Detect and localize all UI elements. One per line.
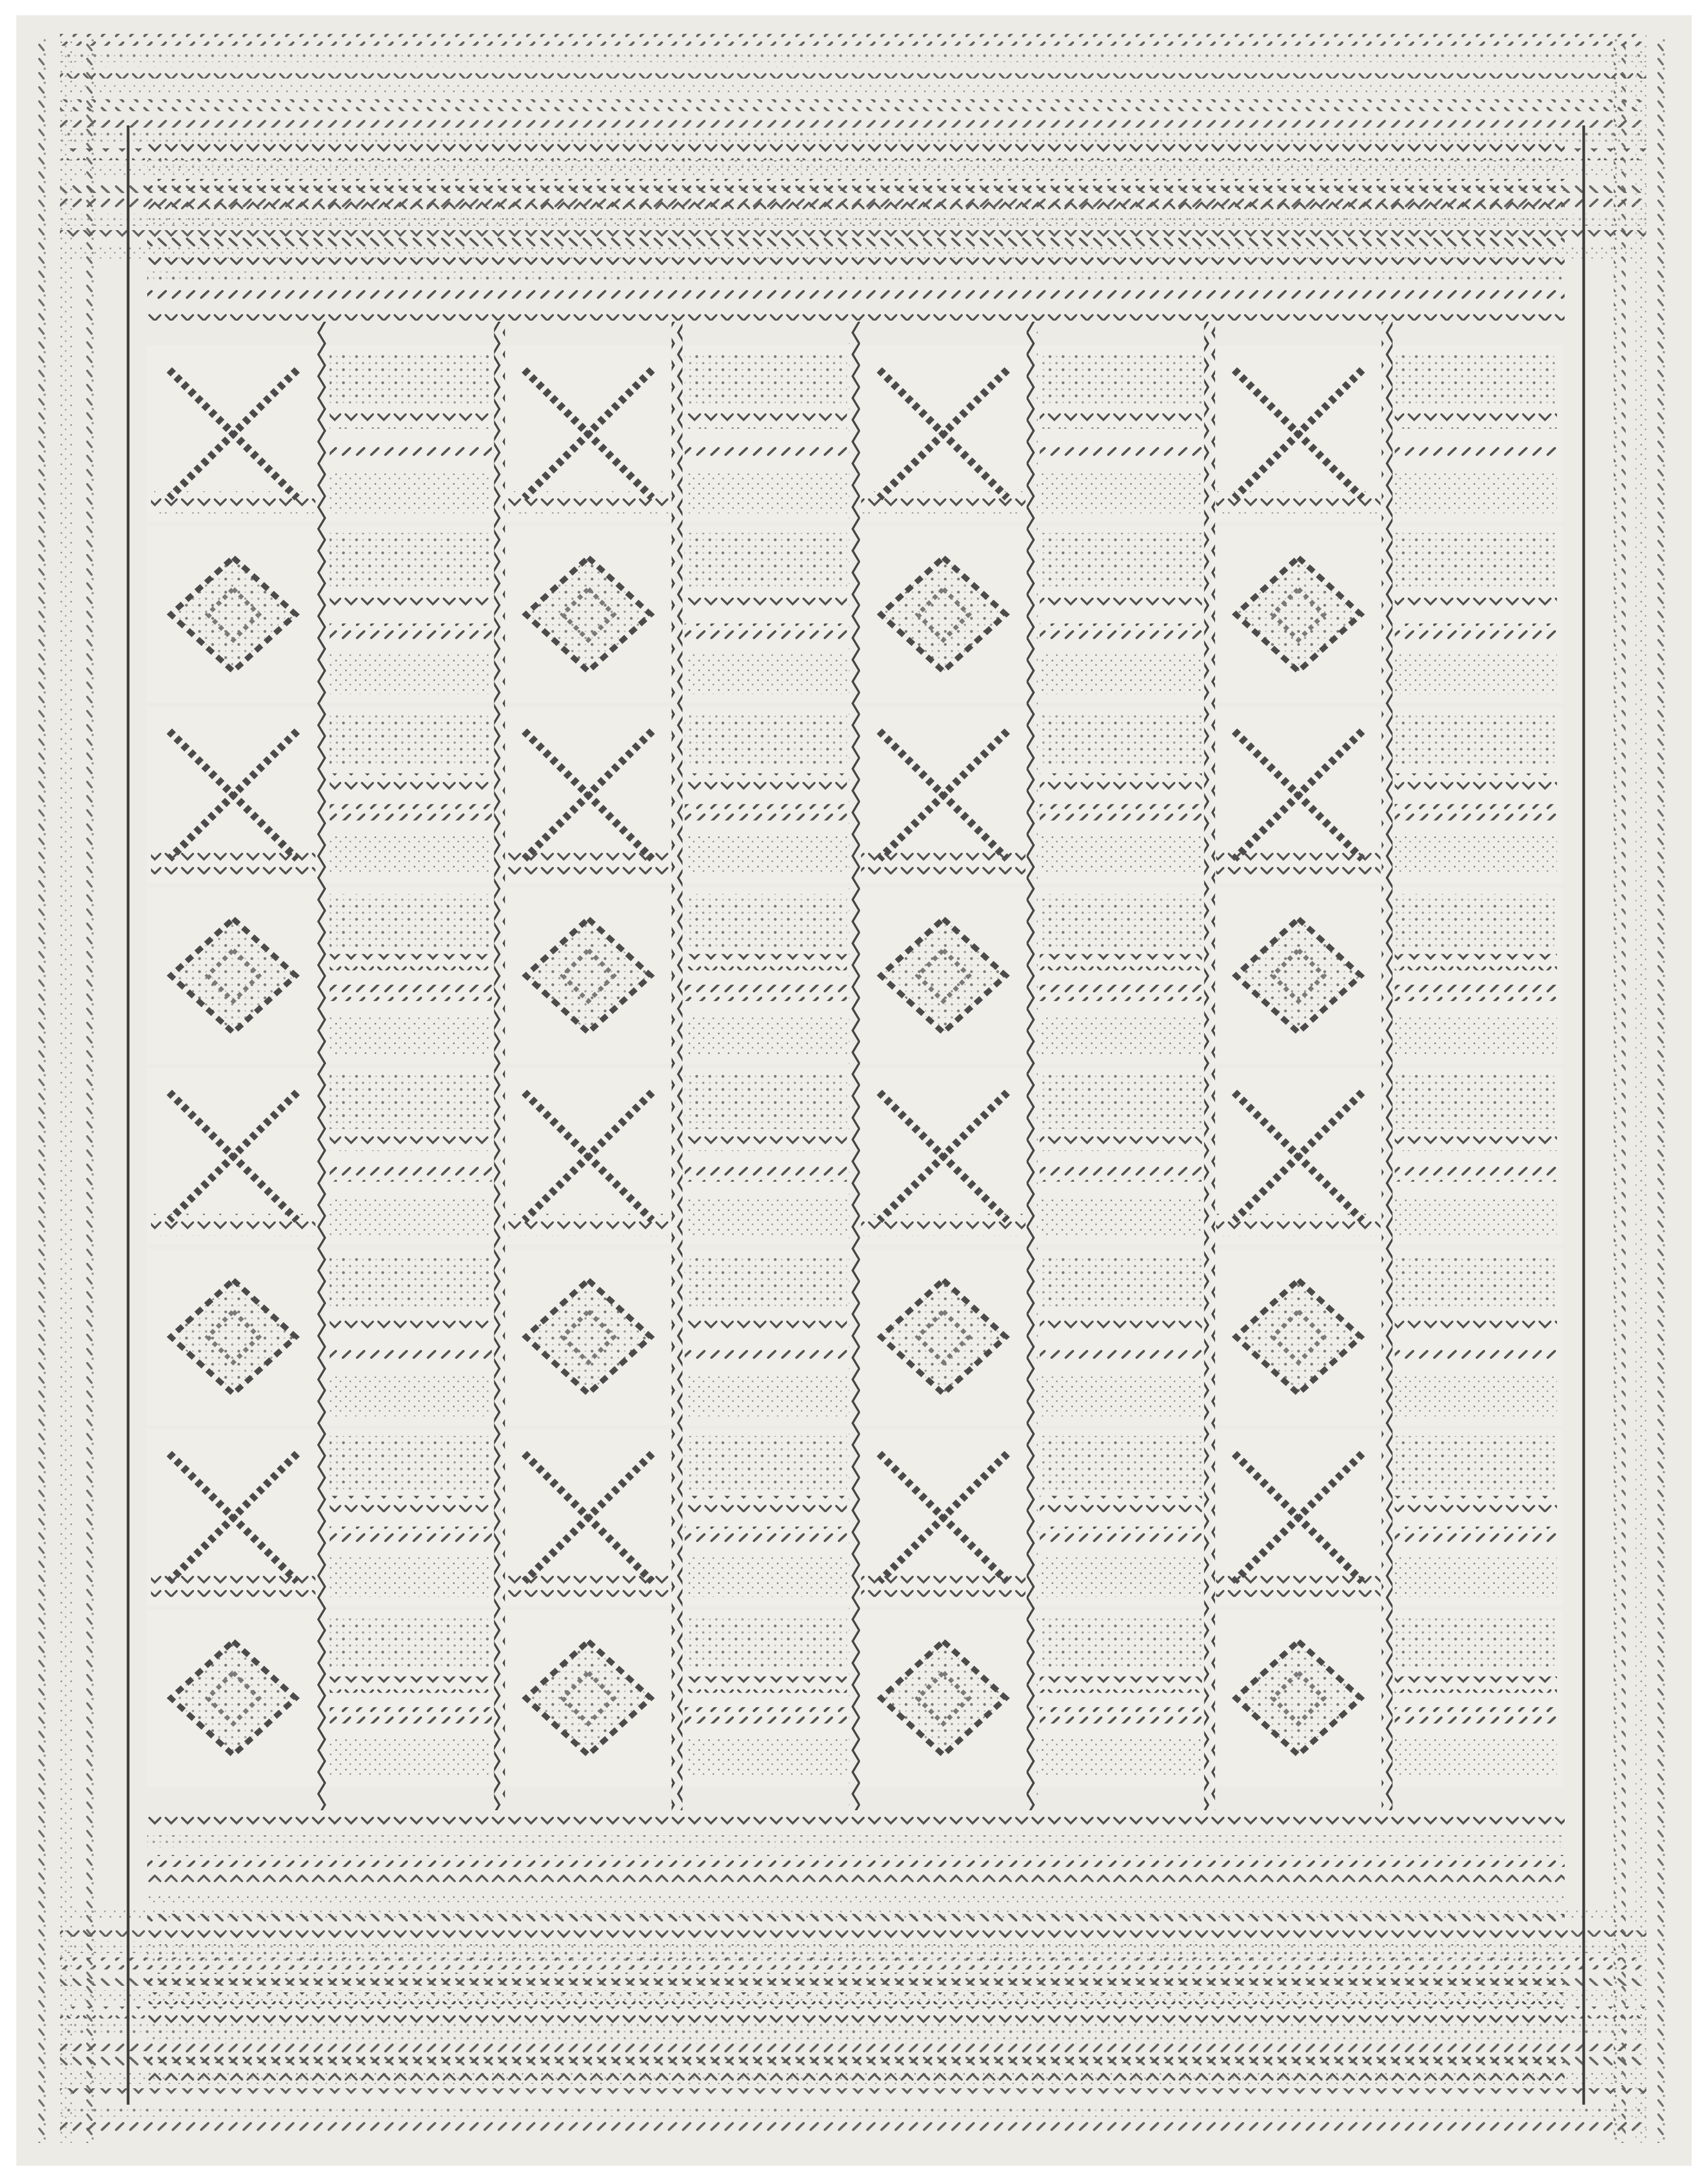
panel-dash-row [1395, 804, 1557, 821]
panel-dash-row [330, 1527, 492, 1543]
panel-speck-fill [330, 1557, 492, 1597]
panel-dot-fill [1040, 533, 1202, 587]
panel-dash-row [685, 1165, 847, 1182]
panel-dash-row [330, 1165, 492, 1182]
panel-chevron-row [685, 1496, 847, 1512]
column-divider [1027, 322, 1037, 1810]
panel-chevron-row [151, 491, 316, 513]
panel-dot-fill [1040, 1255, 1202, 1309]
footer-band [147, 2012, 1565, 2024]
panel-dot-fill [685, 1255, 847, 1309]
panel-dash-row [1395, 985, 1557, 1001]
panel-dash-row [1395, 623, 1557, 640]
column-divider [317, 322, 328, 1810]
footer-band [147, 1953, 1565, 1965]
panel-speck-fill [1395, 1738, 1557, 1778]
panel-chevron-row [1040, 593, 1202, 609]
footer-band [147, 2032, 1565, 2044]
panel-speck-fill [685, 1377, 847, 1417]
column-divider [672, 322, 683, 1810]
column-divider [849, 322, 860, 1810]
panel-chevron-row [151, 1575, 316, 1597]
panel-dot-fill [1395, 1617, 1557, 1671]
header-band [147, 272, 1565, 284]
panel-speck-fill [330, 474, 492, 514]
panel-chevron-row [861, 853, 1026, 875]
panel-dot-fill [1040, 1617, 1202, 1671]
panel-speck-fill [1040, 474, 1202, 514]
header-band [147, 142, 1565, 154]
header-band [147, 234, 1565, 246]
panel-chevron-row [330, 1135, 492, 1151]
panel-chevron-row [1040, 1315, 1202, 1332]
top-border-band [60, 99, 1646, 111]
panel-speck-fill [685, 1196, 847, 1236]
panel-chevron-row [1040, 954, 1202, 971]
panel-speck-fill [1040, 1196, 1202, 1236]
panel-dash-row [1395, 1346, 1557, 1362]
column-divider [1204, 322, 1215, 1810]
panel-speck-fill [1040, 1557, 1202, 1597]
panel-chevron-row [861, 1214, 1026, 1236]
panel-dash-row [685, 1346, 847, 1362]
panel-speck-fill [685, 654, 847, 694]
panel-dash-row [685, 1527, 847, 1543]
panel-dash-row [1040, 985, 1202, 1001]
panel-dash-row [330, 623, 492, 640]
panel-dash-row [330, 1346, 492, 1362]
panel-dash-row [685, 985, 847, 1001]
panel-dash-row [1395, 1707, 1557, 1724]
panel-chevron-row [330, 412, 492, 429]
panel-chevron-row [1395, 1135, 1557, 1151]
panel-chevron-row [1395, 1315, 1557, 1332]
panel-dash-row [1040, 1165, 1202, 1182]
panel-dot-fill [1040, 894, 1202, 948]
header-band [147, 216, 1565, 228]
panel-speck-fill [330, 654, 492, 694]
column-divider [494, 322, 505, 1810]
bottom-border-band [60, 2088, 1646, 2100]
panel-speck-fill [1395, 1015, 1557, 1055]
panel-dash-row [685, 804, 847, 821]
footer-band [147, 1894, 1565, 1906]
panel-dash-row [330, 985, 492, 1001]
footer-band [147, 1855, 1565, 1867]
panel-dot-fill [330, 533, 492, 587]
panel-speck-fill [330, 1196, 492, 1236]
panel-dot-fill [1395, 352, 1557, 406]
panel-speck-fill [685, 835, 847, 875]
top-border-band [60, 83, 1646, 95]
panel-dot-fill [1395, 1255, 1557, 1309]
panel-speck-fill [1395, 835, 1557, 875]
panel-chevron-row [1040, 412, 1202, 429]
panel-speck-fill [1040, 835, 1202, 875]
footer-band [147, 1933, 1565, 1945]
panel-chevron-row [1040, 1135, 1202, 1151]
panel-dot-fill [685, 352, 847, 406]
panel-speck-fill [330, 1015, 492, 1055]
panel-dot-fill [1395, 1075, 1557, 1129]
panel-dot-fill [685, 1075, 847, 1129]
panel-dot-fill [1395, 714, 1557, 768]
footer-band [147, 1816, 1565, 1828]
panel-chevron-row [685, 1315, 847, 1332]
panel-speck-fill [330, 1377, 492, 1417]
panel-dash-row [1040, 443, 1202, 459]
footer-band [147, 1992, 1565, 2004]
top-border-band [60, 116, 1646, 128]
panel-chevron-row [1395, 1496, 1557, 1512]
panel-dash-row [1040, 623, 1202, 640]
panel-chevron-row [1395, 593, 1557, 609]
panel-dot-fill [685, 533, 847, 587]
panel-dash-row [1395, 1165, 1557, 1182]
panel-dot-fill [330, 1255, 492, 1309]
panel-chevron-row [1040, 1677, 1202, 1693]
panel-chevron-row [1040, 773, 1202, 790]
panel-dot-fill [1040, 1436, 1202, 1490]
panel-chevron-row [506, 491, 671, 513]
panel-chevron-row [1395, 412, 1557, 429]
panel-dash-row [1040, 1527, 1202, 1543]
panel-speck-fill [330, 1738, 492, 1778]
footer-band [147, 2071, 1565, 2083]
footer-band [147, 2051, 1565, 2063]
panel-chevron-row [685, 1677, 847, 1693]
panel-chevron-row [330, 773, 492, 790]
panel-speck-fill [1395, 654, 1557, 694]
panel-dot-fill [685, 1617, 847, 1671]
panel-chevron-row [506, 1575, 671, 1597]
panel-dot-fill [1395, 894, 1557, 948]
header-band [147, 197, 1565, 209]
bottom-border-band [60, 2105, 1646, 2117]
panel-chevron-row [685, 773, 847, 790]
bottom-border-band [60, 2121, 1646, 2133]
panel-chevron-row [1216, 853, 1381, 875]
panel-dot-fill [330, 714, 492, 768]
header-band [147, 290, 1565, 302]
panel-chevron-row [685, 1135, 847, 1151]
panel-chevron-row [506, 853, 671, 875]
top-border-band [60, 34, 1646, 46]
top-border-band [60, 67, 1646, 79]
panel-speck-fill [1040, 1377, 1202, 1417]
panel-dot-fill [685, 714, 847, 768]
panel-dot-fill [1040, 714, 1202, 768]
panel-dot-fill [1040, 352, 1202, 406]
panel-dot-fill [685, 1436, 847, 1490]
left-border-strip [82, 38, 94, 2143]
rug [16, 15, 1692, 2166]
panel-chevron-row [685, 954, 847, 971]
panel-chevron-row [1395, 1677, 1557, 1693]
panel-chevron-row [1216, 1214, 1381, 1236]
panel-speck-fill [1040, 1015, 1202, 1055]
panel-dash-row [685, 623, 847, 640]
panel-speck-fill [1395, 1557, 1557, 1597]
panel-chevron-row [1216, 1575, 1381, 1597]
panel-chevron-row [685, 593, 847, 609]
panel-speck-fill [1395, 1377, 1557, 1417]
panel-chevron-row [1395, 954, 1557, 971]
footer-band [147, 1973, 1565, 1985]
panel-dash-row [1040, 1707, 1202, 1724]
footer-band [147, 1914, 1565, 1926]
panel-chevron-row [1216, 491, 1381, 513]
panel-chevron-row [330, 593, 492, 609]
right-border-strip [1635, 38, 1647, 2143]
right-border-strip [1614, 38, 1626, 2143]
panel-chevron-row [685, 412, 847, 429]
header-band [147, 160, 1565, 172]
panel-dot-fill [330, 1436, 492, 1490]
panel-chevron-row [1395, 773, 1557, 790]
panel-dot-fill [1395, 533, 1557, 587]
panel-chevron-row [861, 491, 1026, 513]
panel-speck-fill [1040, 654, 1202, 694]
panel-chevron-row [151, 853, 316, 875]
panel-chevron-row [861, 1575, 1026, 1597]
column-divider [1381, 322, 1392, 1810]
panel-dot-fill [330, 894, 492, 948]
left-border-strip [38, 38, 50, 2143]
panel-dash-row [1040, 804, 1202, 821]
panel-chevron-row [330, 1496, 492, 1512]
panel-dash-row [1395, 443, 1557, 459]
header-band [147, 253, 1565, 265]
panel-dash-row [1040, 1346, 1202, 1362]
panel-dash-row [330, 1707, 492, 1724]
header-band [147, 179, 1565, 191]
panel-dash-row [330, 804, 492, 821]
panel-dot-fill [1040, 1075, 1202, 1129]
panel-chevron-row [506, 1214, 671, 1236]
header-band [147, 309, 1565, 321]
panel-chevron-row [151, 1214, 316, 1236]
panel-dot-fill [330, 1617, 492, 1671]
panel-speck-fill [685, 1738, 847, 1778]
right-border-strip [1657, 38, 1669, 2143]
panel-speck-fill [1040, 1738, 1202, 1778]
top-border-band [60, 50, 1646, 62]
panel-chevron-row [1040, 1496, 1202, 1512]
panel-dash-row [1395, 1527, 1557, 1543]
panel-dash-row [685, 443, 847, 459]
left-border-strip [60, 38, 72, 2143]
footer-band [147, 1835, 1565, 1847]
panel-dot-fill [330, 1075, 492, 1129]
panel-speck-fill [685, 1557, 847, 1597]
footer-band [147, 1875, 1565, 1887]
panel-speck-fill [1395, 474, 1557, 514]
panel-dot-fill [330, 352, 492, 406]
panel-dot-fill [685, 894, 847, 948]
panel-chevron-row [330, 1315, 492, 1332]
panel-dash-row [330, 443, 492, 459]
panel-speck-fill [1395, 1196, 1557, 1236]
panel-speck-fill [685, 474, 847, 514]
panel-dot-fill [1395, 1436, 1557, 1490]
panel-dash-row [685, 1707, 847, 1724]
panel-speck-fill [685, 1015, 847, 1055]
panel-chevron-row [330, 954, 492, 971]
panel-chevron-row [330, 1677, 492, 1693]
panel-speck-fill [330, 835, 492, 875]
